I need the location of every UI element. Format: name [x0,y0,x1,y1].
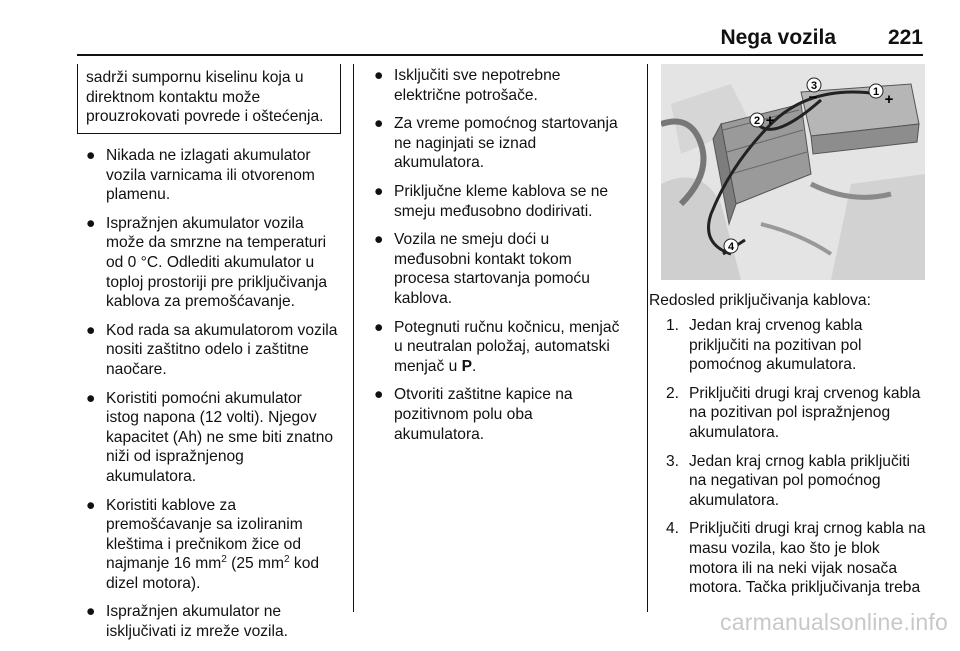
watermark: carmanualsonline.info [720,609,948,635]
callout-1: 1 [872,86,880,98]
column-divider-left [353,64,354,612]
list-item-line: procesa startovanja pomoću [394,270,590,288]
list-item-line: u neutralan položaj, automatski [394,338,610,356]
bullet-icon: ● [86,147,96,164]
text-run: menjač u [394,357,462,375]
procedure-bullet-list [365,66,641,453]
callout-4: 4 [727,241,735,253]
list-item [666,519,936,597]
bullet-icon: ● [374,386,384,404]
warning-line: direktnom kontaktu može [86,88,261,106]
bullet-icon: ● [374,115,384,133]
list-item-line: plamenu. [106,186,171,204]
list-item-line: akumulatora. [394,425,485,443]
text-run: (25 mm [226,555,285,573]
list-item-line: akumulatora. [689,491,780,509]
list-item-line: Jedan kraj crvenog kabla [689,317,863,334]
list-item-line [106,554,349,574]
column-divider-right [647,64,648,612]
list-item [365,66,641,105]
list-item-line: premošćavanje sa izoliranim [106,516,303,534]
list-item-line: Za vreme pomoćnog startovanja [394,115,618,133]
step-number: 2. [666,384,680,402]
list-item-line: akumulatora. [394,154,485,172]
step-number: 3. [666,452,680,470]
bullet-icon: ● [86,389,96,407]
list-item-line: toploj prostoriji pre priključivanja [106,273,328,291]
list-item-line: međusobni kontakt tokom [394,250,572,268]
text-run: kod [289,555,320,573]
page-number: 221 [887,26,923,49]
list-item-line: Priključiti drugi kraj crnog kabla na [689,520,926,538]
list-item-line: Priključne kleme kablova se ne [394,182,609,200]
list-item-line: Kod rada sa akumulatorom vozila [106,321,338,339]
list-item-line: kapacitet (Ah) ne sme biti znatno [106,428,334,446]
list-item-line: naočare. [106,360,167,378]
bullet-icon: ● [86,603,96,621]
list-item-line: Priključiti drugi kraj crvenog kabla [689,384,921,402]
list-item-line: može da smrzne na temperaturi [106,234,327,252]
list-item-line: akumulatora. [106,467,197,485]
list-item-line: motora. Tačka priključivanja treba [689,579,921,597]
list-item-line: vozila varnicama ili otvorenom [106,166,315,184]
list-item-line: od 0 °C. Odlediti akumulator u [106,253,315,271]
list-item-line: Potegnuti ručnu kočnicu, menjač [394,318,620,336]
list-item-line: pomoćnog akumulatora. [689,356,857,374]
list-item-line: Vozila ne smeju doći u [394,231,550,249]
step-number: 1. [666,317,680,334]
list-item [77,214,349,312]
bullet-icon: ● [86,321,96,339]
list-item-line: Ispražnjen akumulator vozila [106,214,304,232]
list-item-line: Nikada ne izlagati akumulator [106,147,311,164]
warning-box [77,64,341,134]
list-item [365,385,641,444]
list-item-line: priključiti na pozitivan pol [689,336,862,354]
header-rule [77,54,923,56]
list-item-line: Koristiti pomoćni akumulator [106,389,302,407]
list-item [77,321,349,380]
bullet-icon: ● [374,67,384,84]
list-item-line: istog napona (12 volti). Njegov [106,409,317,427]
bullet-icon: ● [374,182,384,200]
list-item-line: masu vozila, kao što je blok [689,539,880,557]
plus-sign: + [765,112,775,129]
text-run: najmanje 16 mm [106,555,222,573]
list-item-line: Jedan kraj crnog kabla priključiti [689,452,911,470]
text-run: . [472,357,477,375]
list-item-line: ne naginjati se iznad [394,134,537,152]
list-item [365,182,641,221]
bullet-icon: ● [86,496,96,514]
callout-2: 2 [753,115,761,127]
callout-3: 3 [810,80,818,92]
superscript: 2 [221,554,227,566]
bullet-icon: ● [86,214,96,232]
list-item-line: smeju međusobno dodirivati. [394,202,593,220]
warning-line: prouzrokovati povrede i oštećenja. [86,108,324,126]
list-item-line: Ispražnjen akumulator ne [106,603,282,621]
list-item [77,146,349,205]
plus-sign: + [884,91,894,108]
list-item [77,389,349,487]
section-title: Nega vozila [720,26,836,49]
list-item-line: dizel motora). [106,574,201,592]
superscript: 2 [284,554,290,566]
list-item [666,316,936,375]
list-item [666,452,936,511]
list-item-line: niži od ispražnjenog [106,448,244,466]
list-item-line: pozitivnom polu oba [394,405,533,423]
warning-line: sadrži sumpornu kiselinu koja u [86,69,304,86]
list-item [365,230,641,308]
list-item [365,114,641,173]
figure-caption: Redosled priključivanja kablova: [649,292,871,309]
step-number: 4. [666,520,680,538]
list-item-line: motora ili na neki vijak nosača [689,559,898,577]
bullet-icon: ● [374,318,384,336]
bullet-icon: ● [374,231,384,249]
list-item-line: isključivati iz mreže vozila. [106,623,288,641]
connection-steps-list [666,316,936,607]
list-item-line: Isključiti sve nepotrebne [394,67,561,84]
minus-sign: − [808,89,818,106]
list-item-line: kablova za premošćavanje. [106,293,295,311]
battery-jump-start-illustration [661,64,925,280]
list-item-line: na negativan pol pomoćnog [689,472,881,490]
safety-bullet-list [77,146,349,651]
list-item [77,496,349,594]
list-item [77,602,349,641]
list-item-line: Koristiti kablove za [106,496,237,514]
list-item-line: kleštima i prečnikom žice od [106,535,301,553]
list-item-line: Otvoriti zaštitne kapice na [394,386,573,404]
list-item-line: akumulatora. [689,423,780,441]
list-item-line: nositi zaštitno odelo i zaštitne [106,341,309,359]
list-item [666,384,936,443]
list-item-line [394,357,641,377]
gear-position-label: P [461,357,473,375]
list-item [365,318,641,377]
list-item-line: električne potrošače. [394,86,538,104]
list-item-line: na pozitivan pol ispražnjenog [689,404,891,422]
list-item-line: kablova. [394,289,453,307]
